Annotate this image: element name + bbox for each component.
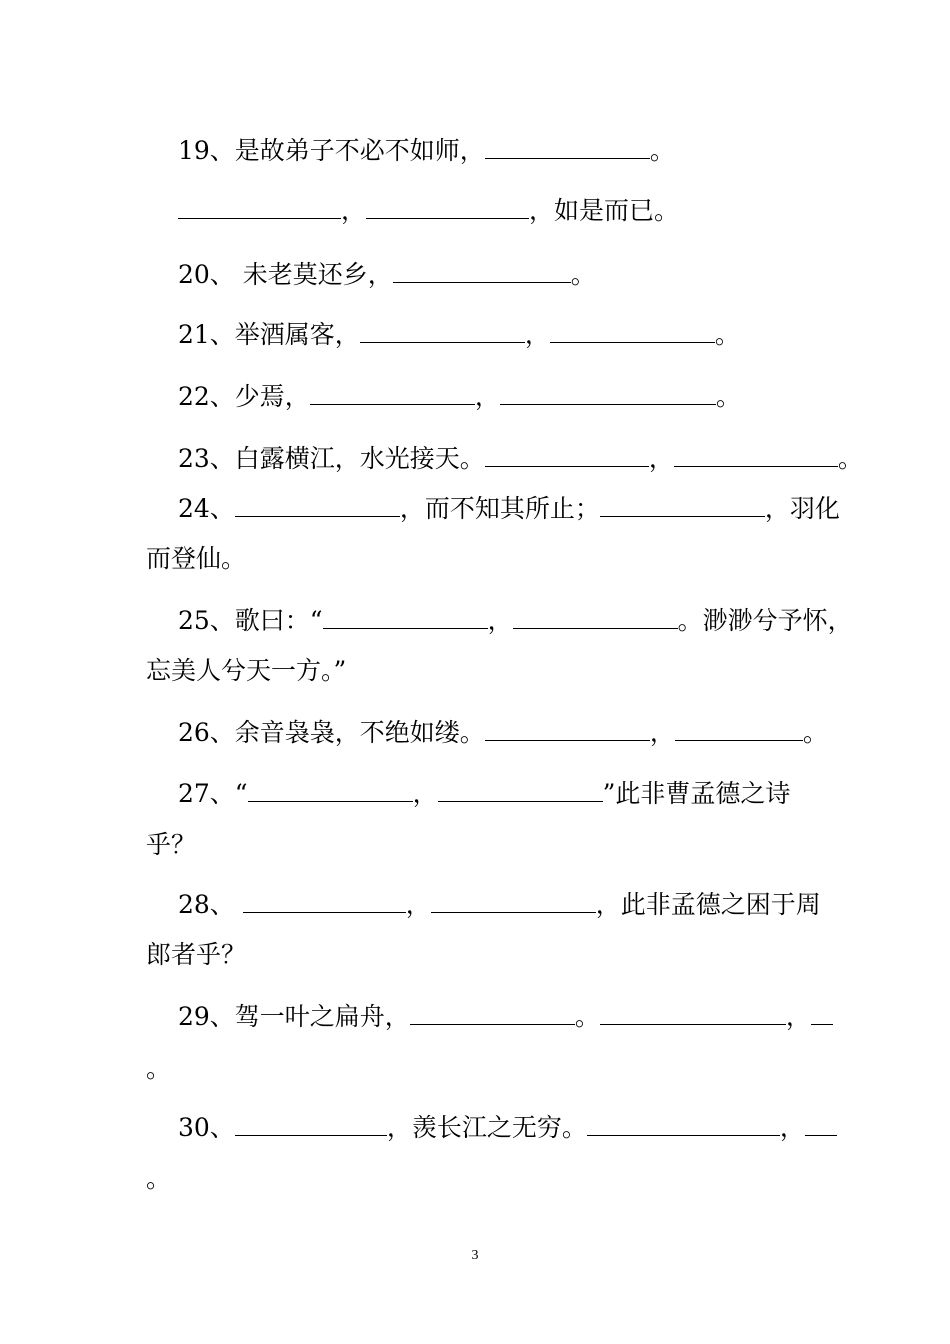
- answer-blank[interactable]: [438, 779, 603, 802]
- answer-blank[interactable]: [485, 444, 649, 467]
- page-number: 3: [471, 1248, 479, 1263]
- answer-blank[interactable]: [550, 320, 715, 343]
- question-20: 20、 未老莫还乡， 。: [178, 260, 596, 289]
- question-28-line-2: 郎者乎？: [146, 940, 247, 969]
- question-27-line-1: 27、“ ， ”此非曹孟德之诗: [178, 779, 791, 808]
- answer-blank[interactable]: [410, 1002, 575, 1025]
- answer-blank[interactable]: [366, 196, 529, 219]
- question-25-line-1: 25、歌曰：“ ， 。渺渺兮予怀，: [178, 606, 853, 635]
- answer-blank[interactable]: [323, 606, 488, 629]
- answer-blank[interactable]: [178, 196, 341, 219]
- answer-blank[interactable]: [485, 136, 650, 159]
- question-26: 26、余音袅袅，不绝如缕。 ， 。: [178, 718, 828, 747]
- question-24-line-2: 而登仙。: [146, 544, 247, 573]
- answer-blank[interactable]: [393, 260, 571, 283]
- answer-blank[interactable]: [500, 382, 716, 405]
- answer-blank[interactable]: [235, 494, 400, 517]
- answer-blank[interactable]: [513, 606, 678, 629]
- question-29-line-2: 。: [146, 1054, 172, 1083]
- question-28-line-1: 28、 ， ，此非孟德之困于周: [178, 890, 821, 919]
- question-23: 23、白露横江，水光接天。 ， 。: [178, 444, 863, 473]
- question-30-line-2: 。: [146, 1164, 172, 1193]
- question-19-line-2: ， ，如是而已。: [178, 196, 679, 226]
- answer-blank[interactable]: [485, 718, 650, 741]
- answer-blank[interactable]: [235, 1113, 387, 1136]
- answer-blank[interactable]: [811, 1002, 833, 1025]
- answer-blank[interactable]: [431, 890, 596, 913]
- answer-blank[interactable]: [248, 779, 413, 802]
- question-19-line-1: 19、是故弟子不必不如师， 。: [178, 136, 675, 165]
- question-30-line-1: 30、 ，羡长江之无穷。 ，: [178, 1113, 837, 1143]
- answer-blank[interactable]: [600, 1002, 786, 1025]
- answer-blank[interactable]: [243, 890, 406, 913]
- question-22: 22、少焉， ， 。: [178, 382, 741, 411]
- question-29-line-1: 29、驾一叶之扁舟， 。 ，: [178, 1002, 833, 1032]
- answer-blank[interactable]: [310, 382, 475, 405]
- question-21: 21、举酒属客， ， 。: [178, 320, 740, 349]
- answer-blank[interactable]: [587, 1113, 780, 1136]
- question-24-line-1: 24、 ，而不知其所止； ，羽化: [178, 494, 840, 523]
- answer-blank[interactable]: [675, 718, 803, 741]
- question-27-line-2: 乎？: [146, 830, 197, 859]
- answer-blank[interactable]: [674, 444, 838, 467]
- answer-blank[interactable]: [360, 320, 525, 343]
- question-25-line-2: 忘美人兮天一方。”: [146, 656, 347, 685]
- answer-blank[interactable]: [600, 494, 765, 517]
- answer-blank[interactable]: [805, 1113, 837, 1136]
